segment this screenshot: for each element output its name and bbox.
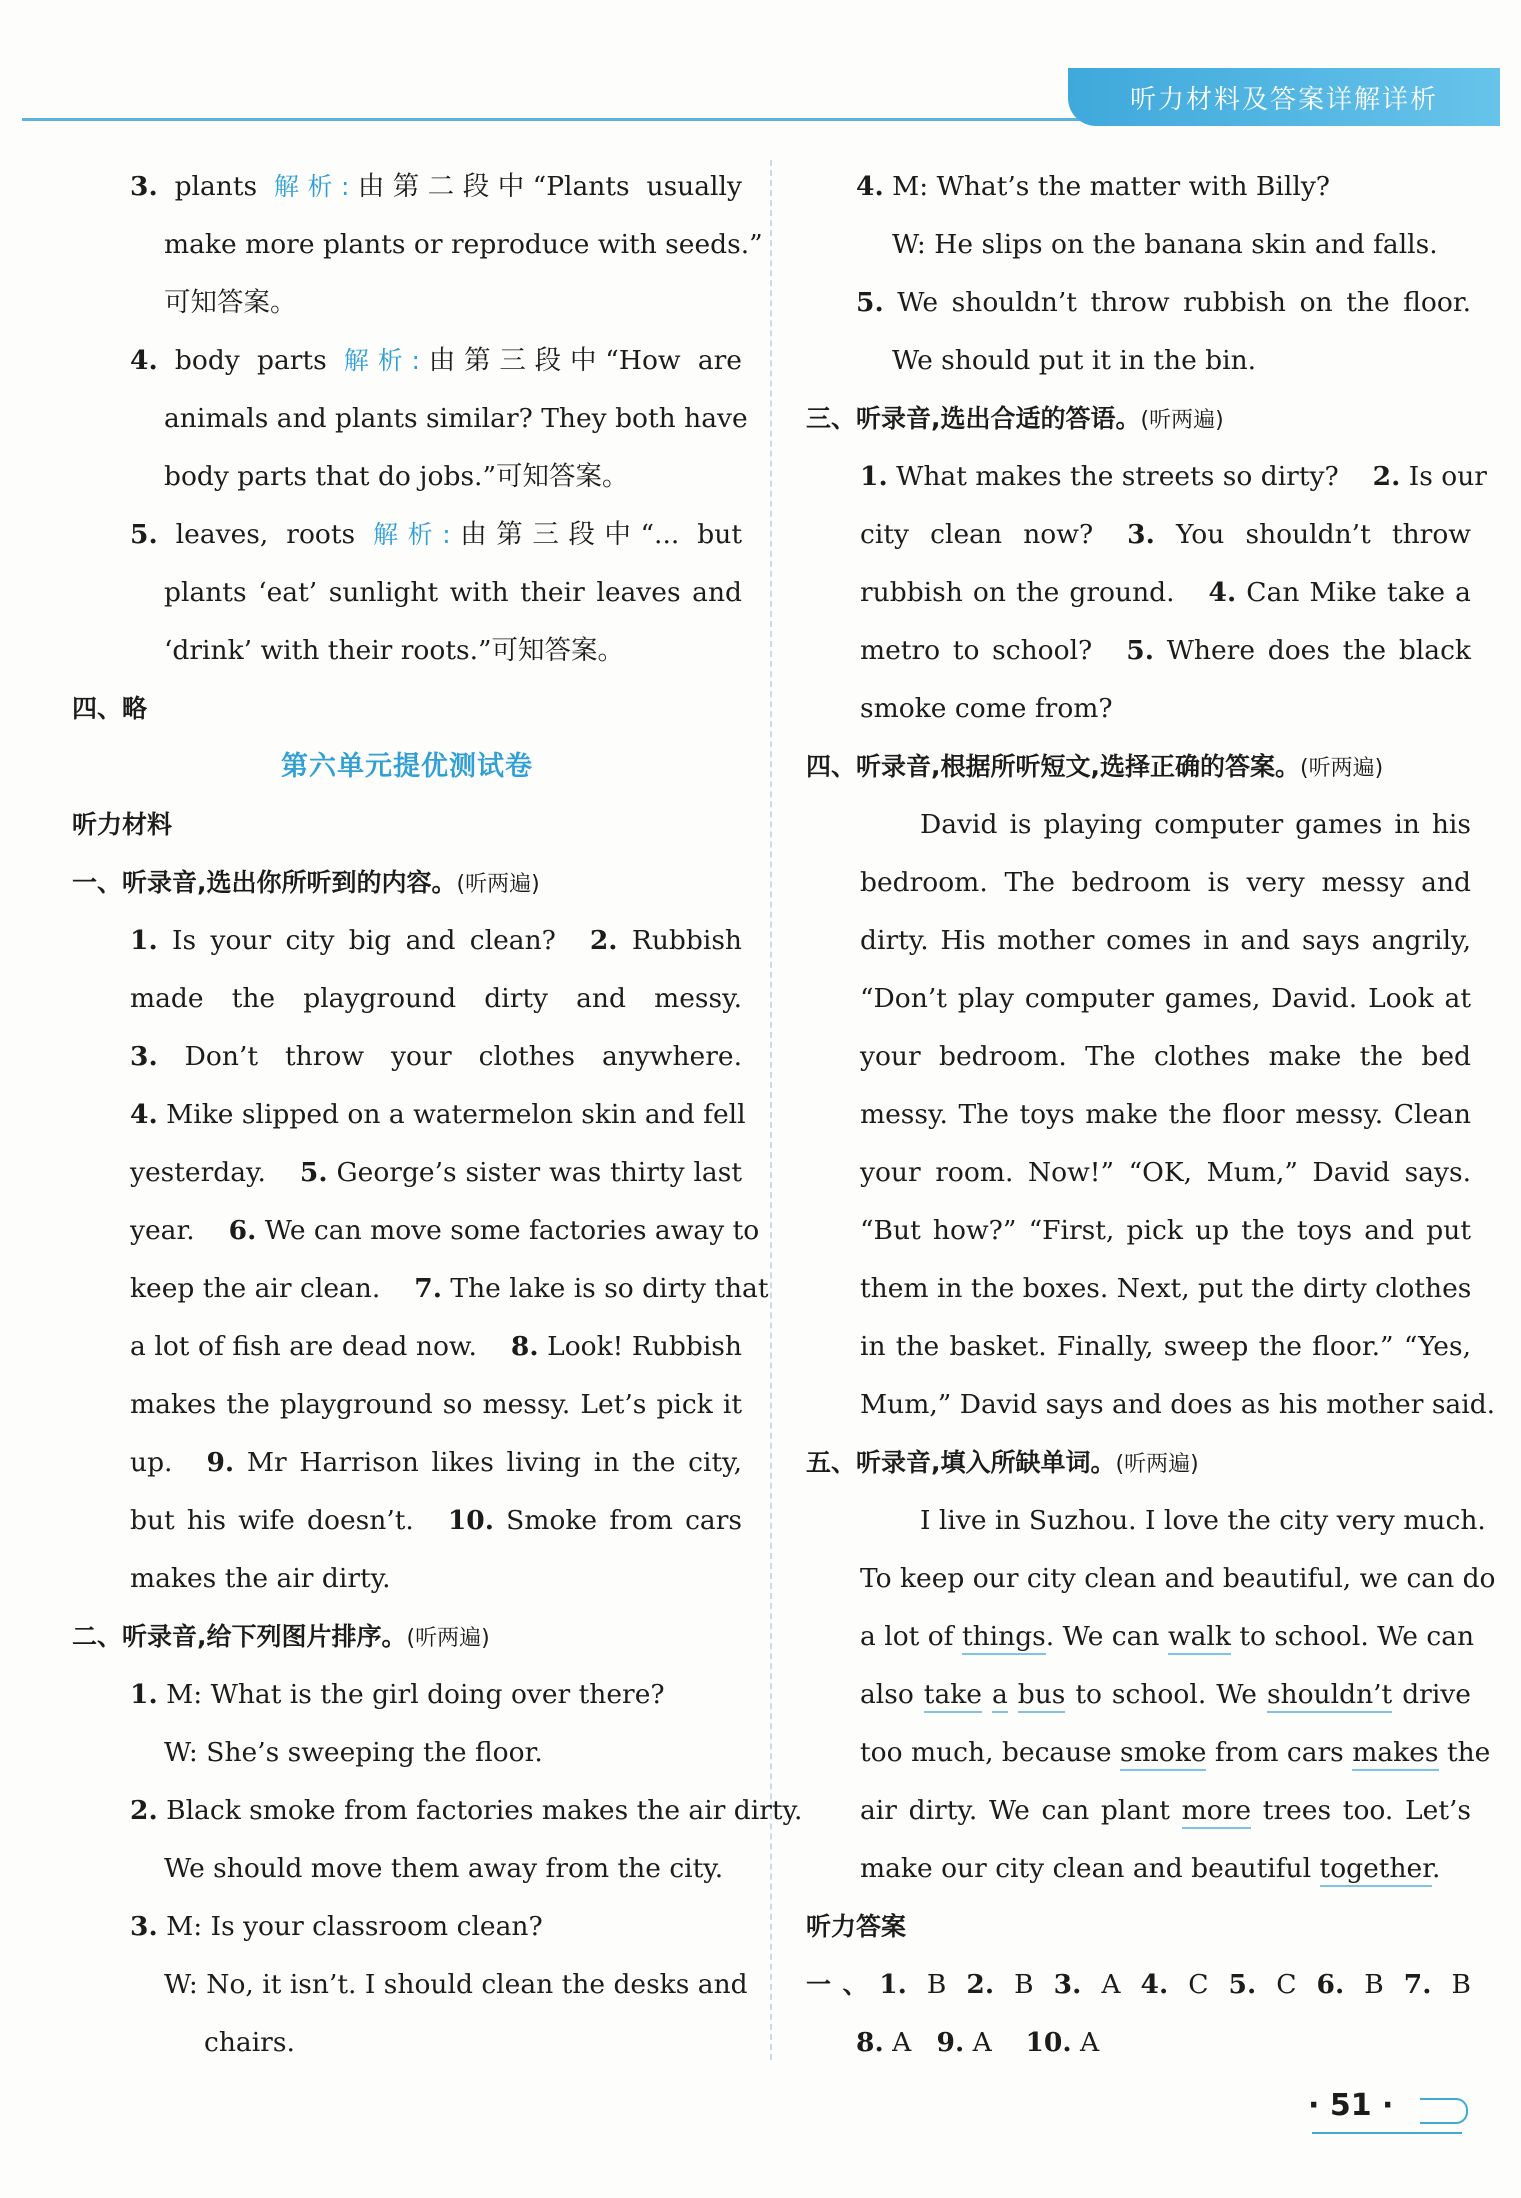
header-tab: 听力材料及答案详解详析 [1068,68,1500,126]
answer-row-2: 8. A 9. A 10. A [856,2027,1100,2058]
text-line: up. 9. Mr Harrison likes living in the city, [130,1447,742,1478]
text-line: 4. Mike slipped on a watermelon skin and fell [130,1099,746,1130]
page-number: · 51 · [1308,2088,1394,2123]
text-line: air dirty. We can plant more trees too. Let’s [806,1782,1471,1840]
dialogue-line: We should move them away from the city. [164,1853,724,1884]
dialogue-line: chairs. [204,2027,295,2058]
unit-title: 第六单元提优测试卷 [281,751,533,782]
text-line: animals and plants similar? They both have [164,403,748,434]
text-line: metro to school? 5. Where does the black [860,635,1471,666]
text-line: your bedroom. The clothes make the bed [860,1041,1471,1072]
answer-item-5: 5. leaves, roots 解析:由第三段中“... but [130,519,742,550]
filled-blank: a [992,1679,1008,1713]
text-line: 1. Is your city big and clean? 2. Rubbish [130,925,742,956]
text-line: 可知答案。 [164,287,297,318]
right-column [806,158,1496,2072]
header-rule [22,118,1082,121]
dialogue-line: We should put it in the bin. [892,345,1257,376]
section-3-heading: 三、听录音,选出合适的答语。(听两遍) [806,404,1224,433]
analysis-label: 解析: [373,520,451,549]
filled-blank: makes [1352,1737,1438,1771]
dialogue-line: W: She’s sweeping the floor. [164,1737,543,1768]
column-divider [770,160,772,2060]
listening-answers-label: 听力答案 [806,1912,907,1941]
text-line: make our city clean and beautiful together. [806,1840,1471,1898]
answer-item-4: 4. body parts 解析:由第三段中“How are [130,345,742,376]
section-2-heading: 二、听录音,给下列图片排序。(听两遍) [72,1622,490,1651]
section-4-heading: 四、略 [72,694,148,723]
text-line: them in the boxes. Next, put the dirty clothes [860,1273,1472,1304]
text-line: “But how?” “First, pick up the toys and put [860,1215,1471,1246]
text-line: smoke come from? [860,693,1113,724]
text-line: city clean now? 3. You shouldn’t throw [860,519,1471,550]
text-line: keep the air clean. 7. The lake is so dirty that [130,1273,769,1304]
text-line: David is playing computer games in his [920,809,1471,840]
filled-blank: together [1320,1853,1432,1887]
text-line: make more plants or reproduce with seeds.” [164,229,763,260]
text-line: Mum,” David says and does as his mother said. [860,1389,1496,1420]
text-line: dirty. His mother comes in and says angrily, [860,925,1471,956]
text-line: body parts that do jobs.”可知答案。 [164,461,629,492]
text-line: in the basket. Finally, sweep the floor.” “Yes, [860,1331,1471,1362]
page-arrow-icon [1420,2098,1468,2124]
text-line: your room. Now!” “OK, Mum,” David says. [860,1157,1471,1188]
dialogue-item: 2. Black smoke from factories makes the air dirty. [130,1795,803,1826]
filled-blank: take [924,1679,982,1713]
dialogue-item: 3. M: Is your classroom clean? [130,1911,543,1942]
text-line: To keep our city clean and beautiful, we can do [860,1563,1496,1594]
answer-row-1: 一、1. B 2. B 3. A 4. C 5. C 6. B 7. B [806,1969,1471,2000]
text-line: I live in Suzhou. I love the city very much. [920,1505,1486,1536]
dialogue-item: 5. We shouldn’t throw rubbish on the floor. [856,287,1471,318]
filled-blank: smoke [1120,1737,1206,1771]
text-line: 3. Don’t throw your clothes anywhere. [130,1041,742,1072]
text-line: a lot of fish are dead now. 8. Look! Rubbish [130,1331,742,1362]
filled-blank: more [1182,1795,1251,1829]
text-line: plants ‘eat’ sunlight with their leaves and [164,577,742,608]
text-line: yesterday. 5. George’s sister was thirty last [130,1157,742,1188]
left-column [72,158,803,2072]
text-line: bedroom. The bedroom is very messy and [860,867,1471,898]
text-line: “Don’t play computer games, David. Look at [860,983,1471,1014]
text-line: makes the playground so messy. Let’s pick it [130,1389,742,1420]
text-line: ‘drink’ with their roots.”可知答案。 [164,635,625,666]
page-number-underline [1312,2132,1462,2134]
dialogue-item: 4. M: What’s the matter with Billy? [856,171,1330,202]
section-1-heading: 一、听录音,选出你所听到的内容。(听两遍) [72,868,540,897]
dialogue-line: W: No, it isn’t. I should clean the desks and [164,1969,748,2000]
dialogue-item: 1. M: What is the girl doing over there? [130,1679,665,1710]
text-line: made the playground dirty and messy. [130,983,742,1014]
section-4-heading: 四、听录音,根据所听短文,选择正确的答案。(听两遍) [806,752,1384,781]
text-line: 1. What makes the streets so dirty? 2. Is our [860,461,1487,492]
text-line: year. 6. We can move some factories away to [130,1215,760,1246]
answer-item-3: 3. plants 解析:由第二段中“Plants usually [130,171,742,202]
text-line: a lot of things. We can walk to school. We can [806,1608,1471,1666]
dialogue-line: W: He slips on the banana skin and falls. [892,229,1438,260]
text-line: rubbish on the ground. 4. Can Mike take a [860,577,1471,608]
analysis-label: 解析: [343,346,420,375]
filled-blank: bus [1018,1679,1066,1713]
text-line: makes the air dirty. [130,1563,391,1594]
text-line: but his wife doesn’t. 10. Smoke from cars [130,1505,742,1536]
text-line: too much, because smoke from cars makes the [806,1724,1471,1782]
section-5-heading: 五、听录音,填入所缺单词。(听两遍) [806,1448,1199,1477]
text-line: messy. The toys make the floor messy. Clean [860,1099,1471,1130]
filled-blank: things [962,1621,1046,1655]
filled-blank: walk [1168,1621,1231,1655]
filled-blank: shouldn’t [1267,1679,1392,1713]
analysis-label: 解析: [274,172,350,201]
text-line: also take a bus to school. We shouldn’t drive [806,1666,1471,1724]
listening-material-label: 听力材料 [72,810,173,839]
